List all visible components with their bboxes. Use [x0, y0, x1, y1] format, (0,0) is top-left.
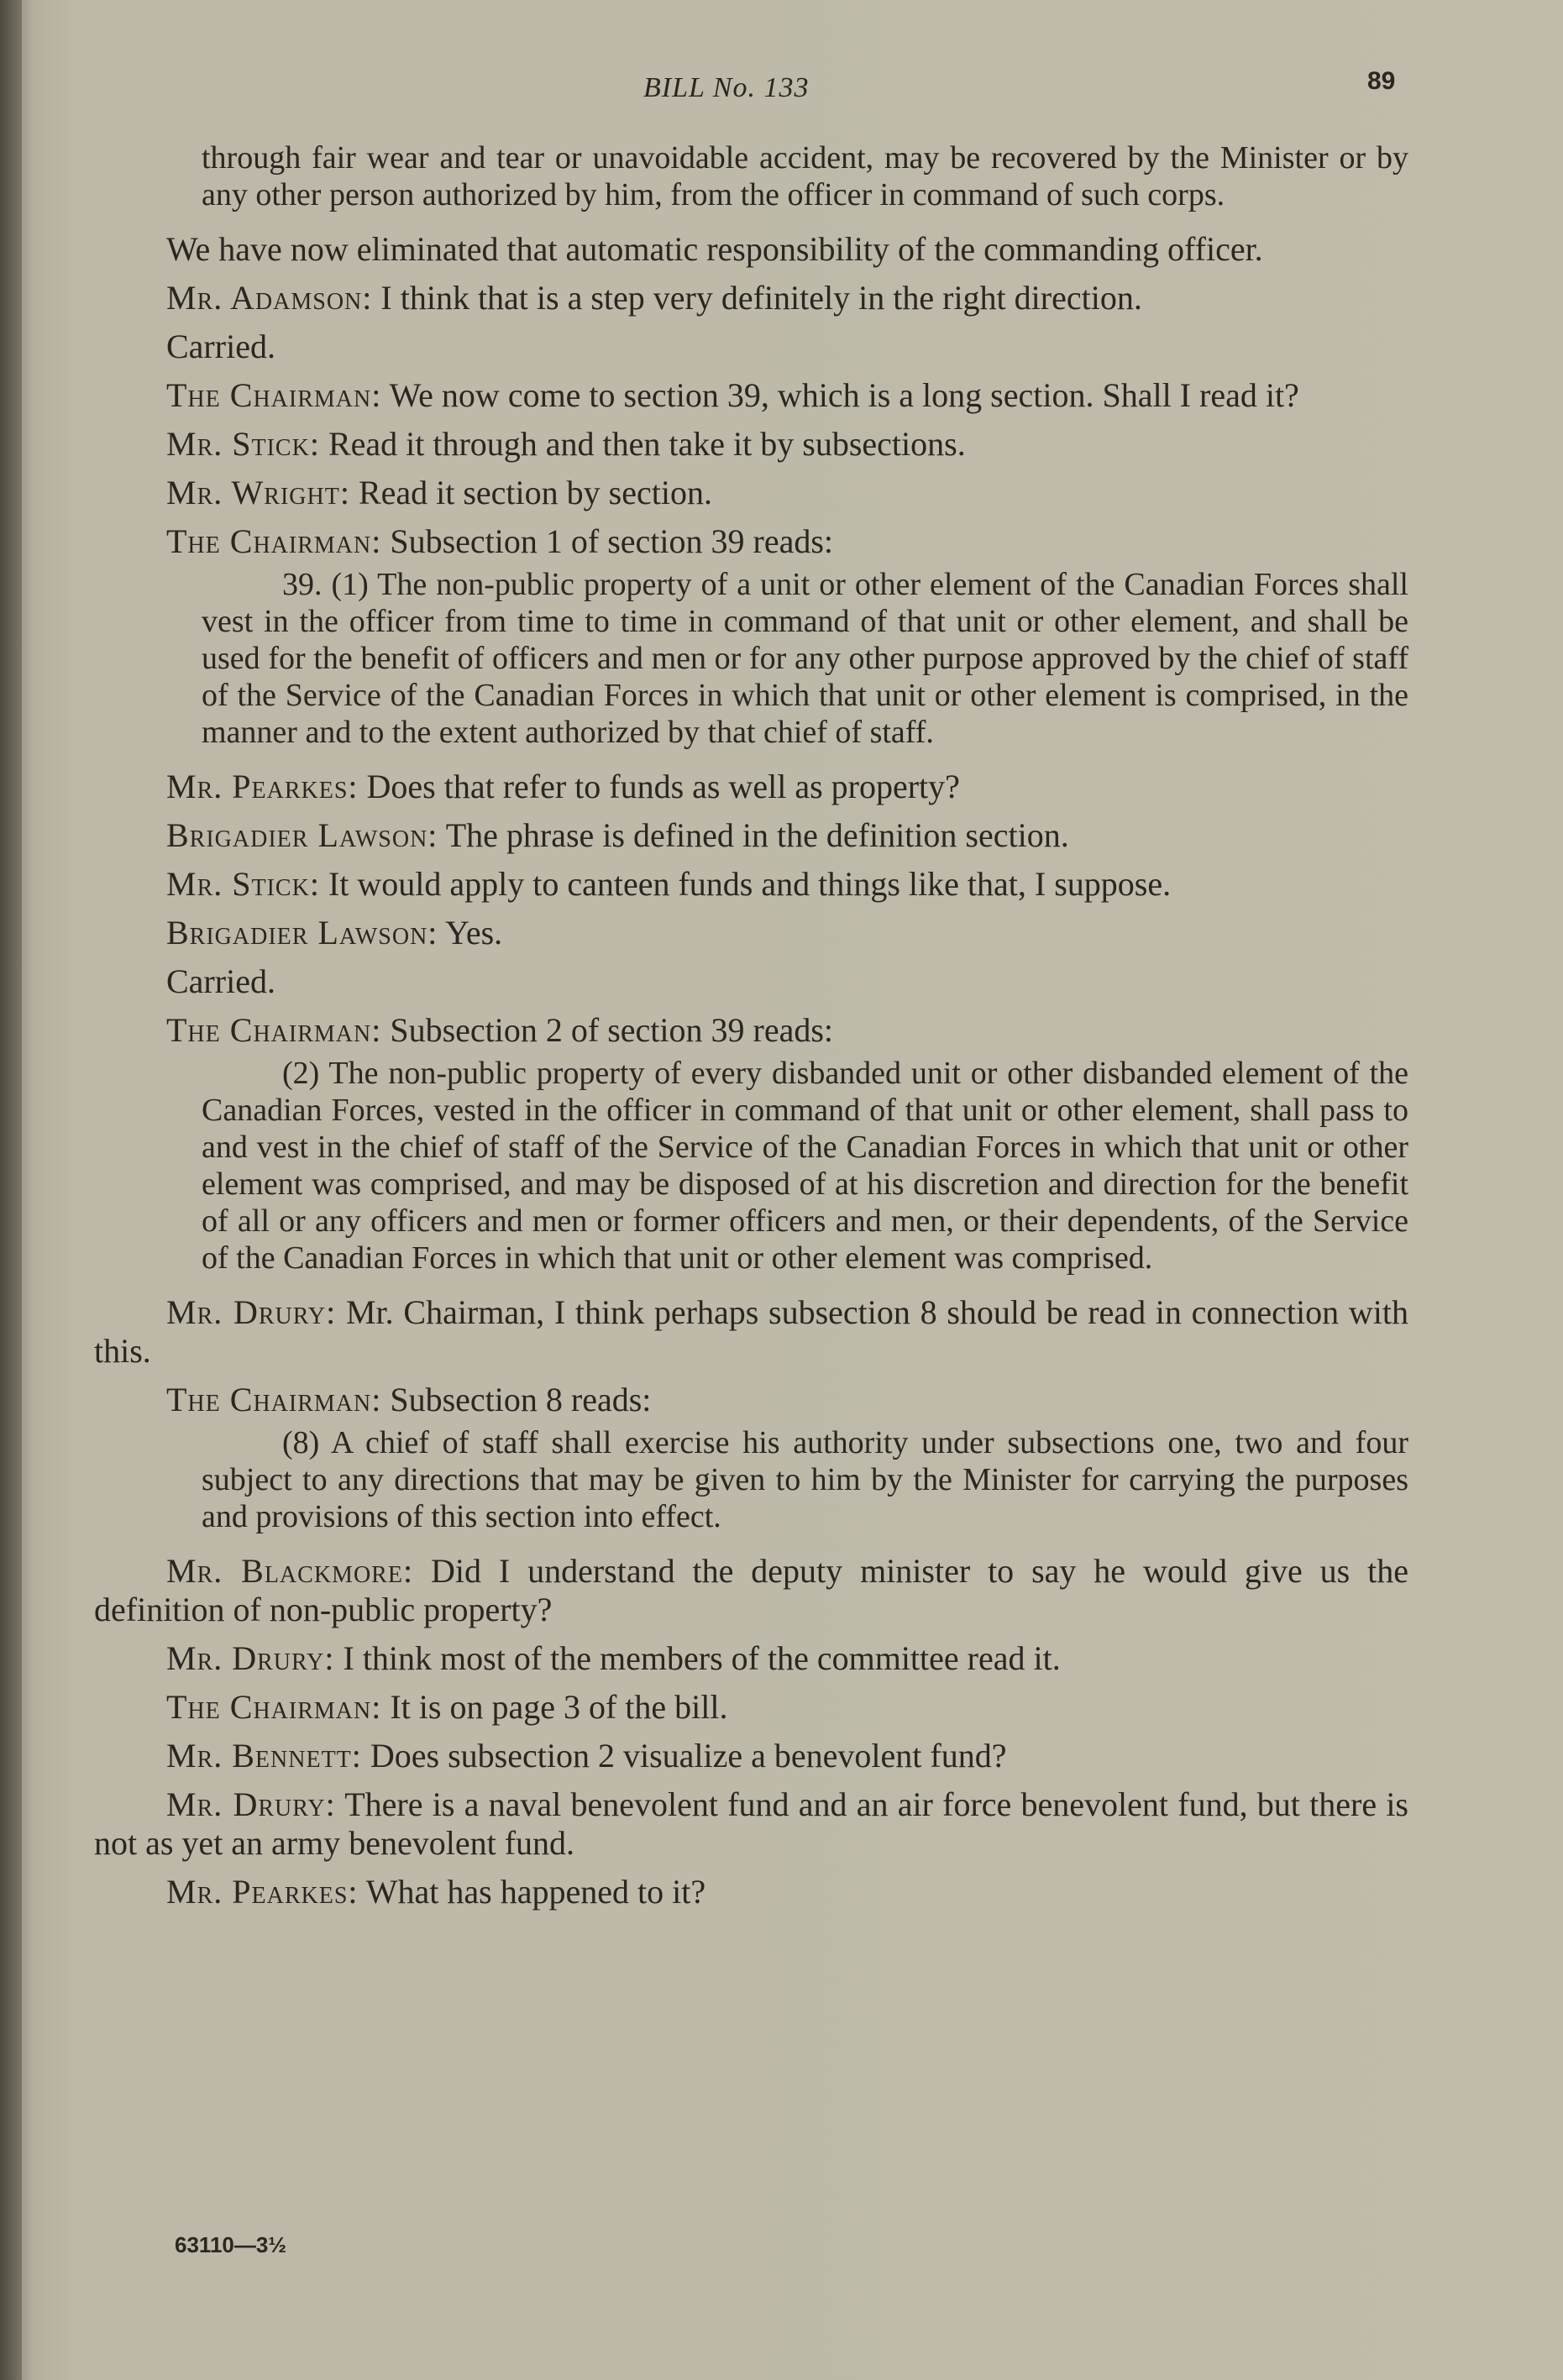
paragraph — [94, 376, 1408, 415]
paragraph-text: We now come to section 39, which is a long section. Shall I read it? — [381, 376, 1299, 414]
speaker-name: Mr. Blackmore: — [166, 1552, 414, 1590]
paragraph — [94, 230, 1408, 269]
paragraph-text: Subsection 1 of section 39 reads: — [381, 522, 834, 560]
printer-signature: 63110—3½ — [175, 2232, 287, 2257]
paragraph — [94, 816, 1408, 855]
paragraph — [94, 768, 1408, 806]
speaker-name: The Chairman: — [166, 1381, 382, 1418]
speaker-name: Brigadier Lawson: — [166, 914, 438, 951]
paragraph-text: The phrase is defined in the definition section. — [438, 816, 1069, 854]
paragraph — [94, 328, 1408, 366]
paragraph — [94, 1552, 1408, 1629]
paragraph-text: Subsection 8 reads: — [381, 1381, 652, 1418]
paragraph — [94, 1639, 1408, 1678]
paragraph-text: It would apply to canteen funds and things like that, I suppose. — [319, 865, 1172, 903]
paragraph-text: Does that refer to funds as well as property? — [358, 768, 960, 805]
paragraph-text: Carried. — [166, 962, 275, 1000]
paragraph-text: Carried. — [166, 328, 275, 365]
paragraph-text: Does subsection 2 visualize a benevolent fund? — [361, 1737, 1007, 1775]
page-body — [94, 139, 1408, 1911]
paragraph-text: Subsection 2 of section 39 reads: — [381, 1011, 834, 1049]
speaker-name: Mr. Drury: — [166, 1785, 336, 1823]
speaker-name: Mr. Adamson: — [166, 279, 373, 317]
paragraph — [94, 865, 1408, 904]
paragraph — [94, 279, 1408, 317]
speaker-name: Mr. Drury: — [166, 1639, 335, 1677]
page-header — [0, 66, 1563, 116]
running-title: BILL No. 133 — [643, 72, 810, 103]
paragraph — [94, 1011, 1408, 1050]
paragraph — [94, 1688, 1408, 1727]
quoted-passage: (8) A chief of staff shall exercise his authority under subsections one, two and four subject to any directions that may be given to him by the Minister for carrying the purposes and provisions of this section into effect. — [202, 1425, 1408, 1534]
paragraph-text: Read it through and then take it by subsections. — [319, 425, 966, 463]
speaker-name: The Chairman: — [166, 522, 382, 560]
paragraph-text: It is on page 3 of the bill. — [381, 1688, 728, 1726]
quoted-passage: through fair wear and tear or unavoidable accident, may be recovered by the Minister or by any other person authorized by him, from the officer in command of such corps. — [202, 140, 1408, 212]
speaker-name: Mr. Drury: — [166, 1293, 337, 1331]
speaker-name: Mr. Wright: — [166, 474, 350, 511]
paragraph-text: There is a naval benevolent fund and an air force benevolent fund, but there is not as yet an army benevolent fund. — [94, 1785, 1408, 1862]
paragraph-text: Did I understand the deputy minister to say he would give us the definition of non-public property? — [94, 1552, 1408, 1628]
speaker-name: Mr. Stick: — [166, 865, 320, 903]
paragraph — [94, 474, 1408, 512]
paragraph — [94, 1785, 1408, 1863]
speaker-name: Brigadier Lawson: — [166, 816, 438, 854]
paragraph — [94, 425, 1408, 464]
speaker-name: The Chairman: — [166, 1688, 382, 1726]
speaker-name: Mr. Bennett: — [166, 1737, 362, 1775]
page-number: 89 — [1367, 67, 1396, 95]
paragraph — [94, 522, 1408, 561]
speaker-name: Mr. Pearkes: — [166, 768, 359, 805]
quoted-passage: 39. (1) The non-public property of a unit or other element of the Canadian Forces shall vest in the officer from time to time in command of that unit or other element, and shall be used for the benefit of officers and men or for any other purpose approved by the chief of staff of the Service of the Canadian Forces in which that unit or other element is comprised, in the manner and to the extent authorized by that chief of staff. — [202, 567, 1408, 750]
quoted-passage: (2) The non-public property of every disbanded unit or other disbanded element of the Canadian Forces, vested in the officer in command of that unit or other element, shall pass to and vest in the chief of staff of the Service of the Canadian Forces in which that unit or other element was comprised, and may be disposed of at his discretion and direction for the benefit of all or any officers and men or former officers and men, or their dependents, of the Service of the Canadian Forces in which that unit or other element was comprised. — [202, 1056, 1408, 1276]
page-binding-edge — [0, 0, 22, 2380]
paragraph-text: I think most of the members of the committee read it. — [334, 1639, 1061, 1677]
paragraph — [94, 1873, 1408, 1911]
paragraph-text: Read it section by section. — [349, 474, 712, 511]
paragraph — [94, 914, 1408, 952]
paragraph-text: What has happened to it? — [358, 1873, 706, 1911]
speaker-name: The Chairman: — [166, 1011, 382, 1049]
paragraph — [94, 1381, 1408, 1419]
paragraph-text: I think that is a step very definitely in the right direction. — [372, 279, 1142, 317]
speaker-name: Mr. Pearkes: — [166, 1873, 359, 1911]
paragraph — [94, 1737, 1408, 1775]
paragraph — [94, 962, 1408, 1001]
speaker-name: Mr. Stick: — [166, 425, 320, 463]
paragraph-text: Yes. — [438, 914, 503, 951]
paragraph — [94, 1293, 1408, 1371]
paragraph-text: Mr. Chairman, I think perhaps subsection 8 should be read in connection with this. — [94, 1293, 1408, 1370]
paragraph-text: We have now eliminated that automatic responsibility of the commanding officer. — [166, 230, 1263, 268]
speaker-name: The Chairman: — [166, 376, 382, 414]
